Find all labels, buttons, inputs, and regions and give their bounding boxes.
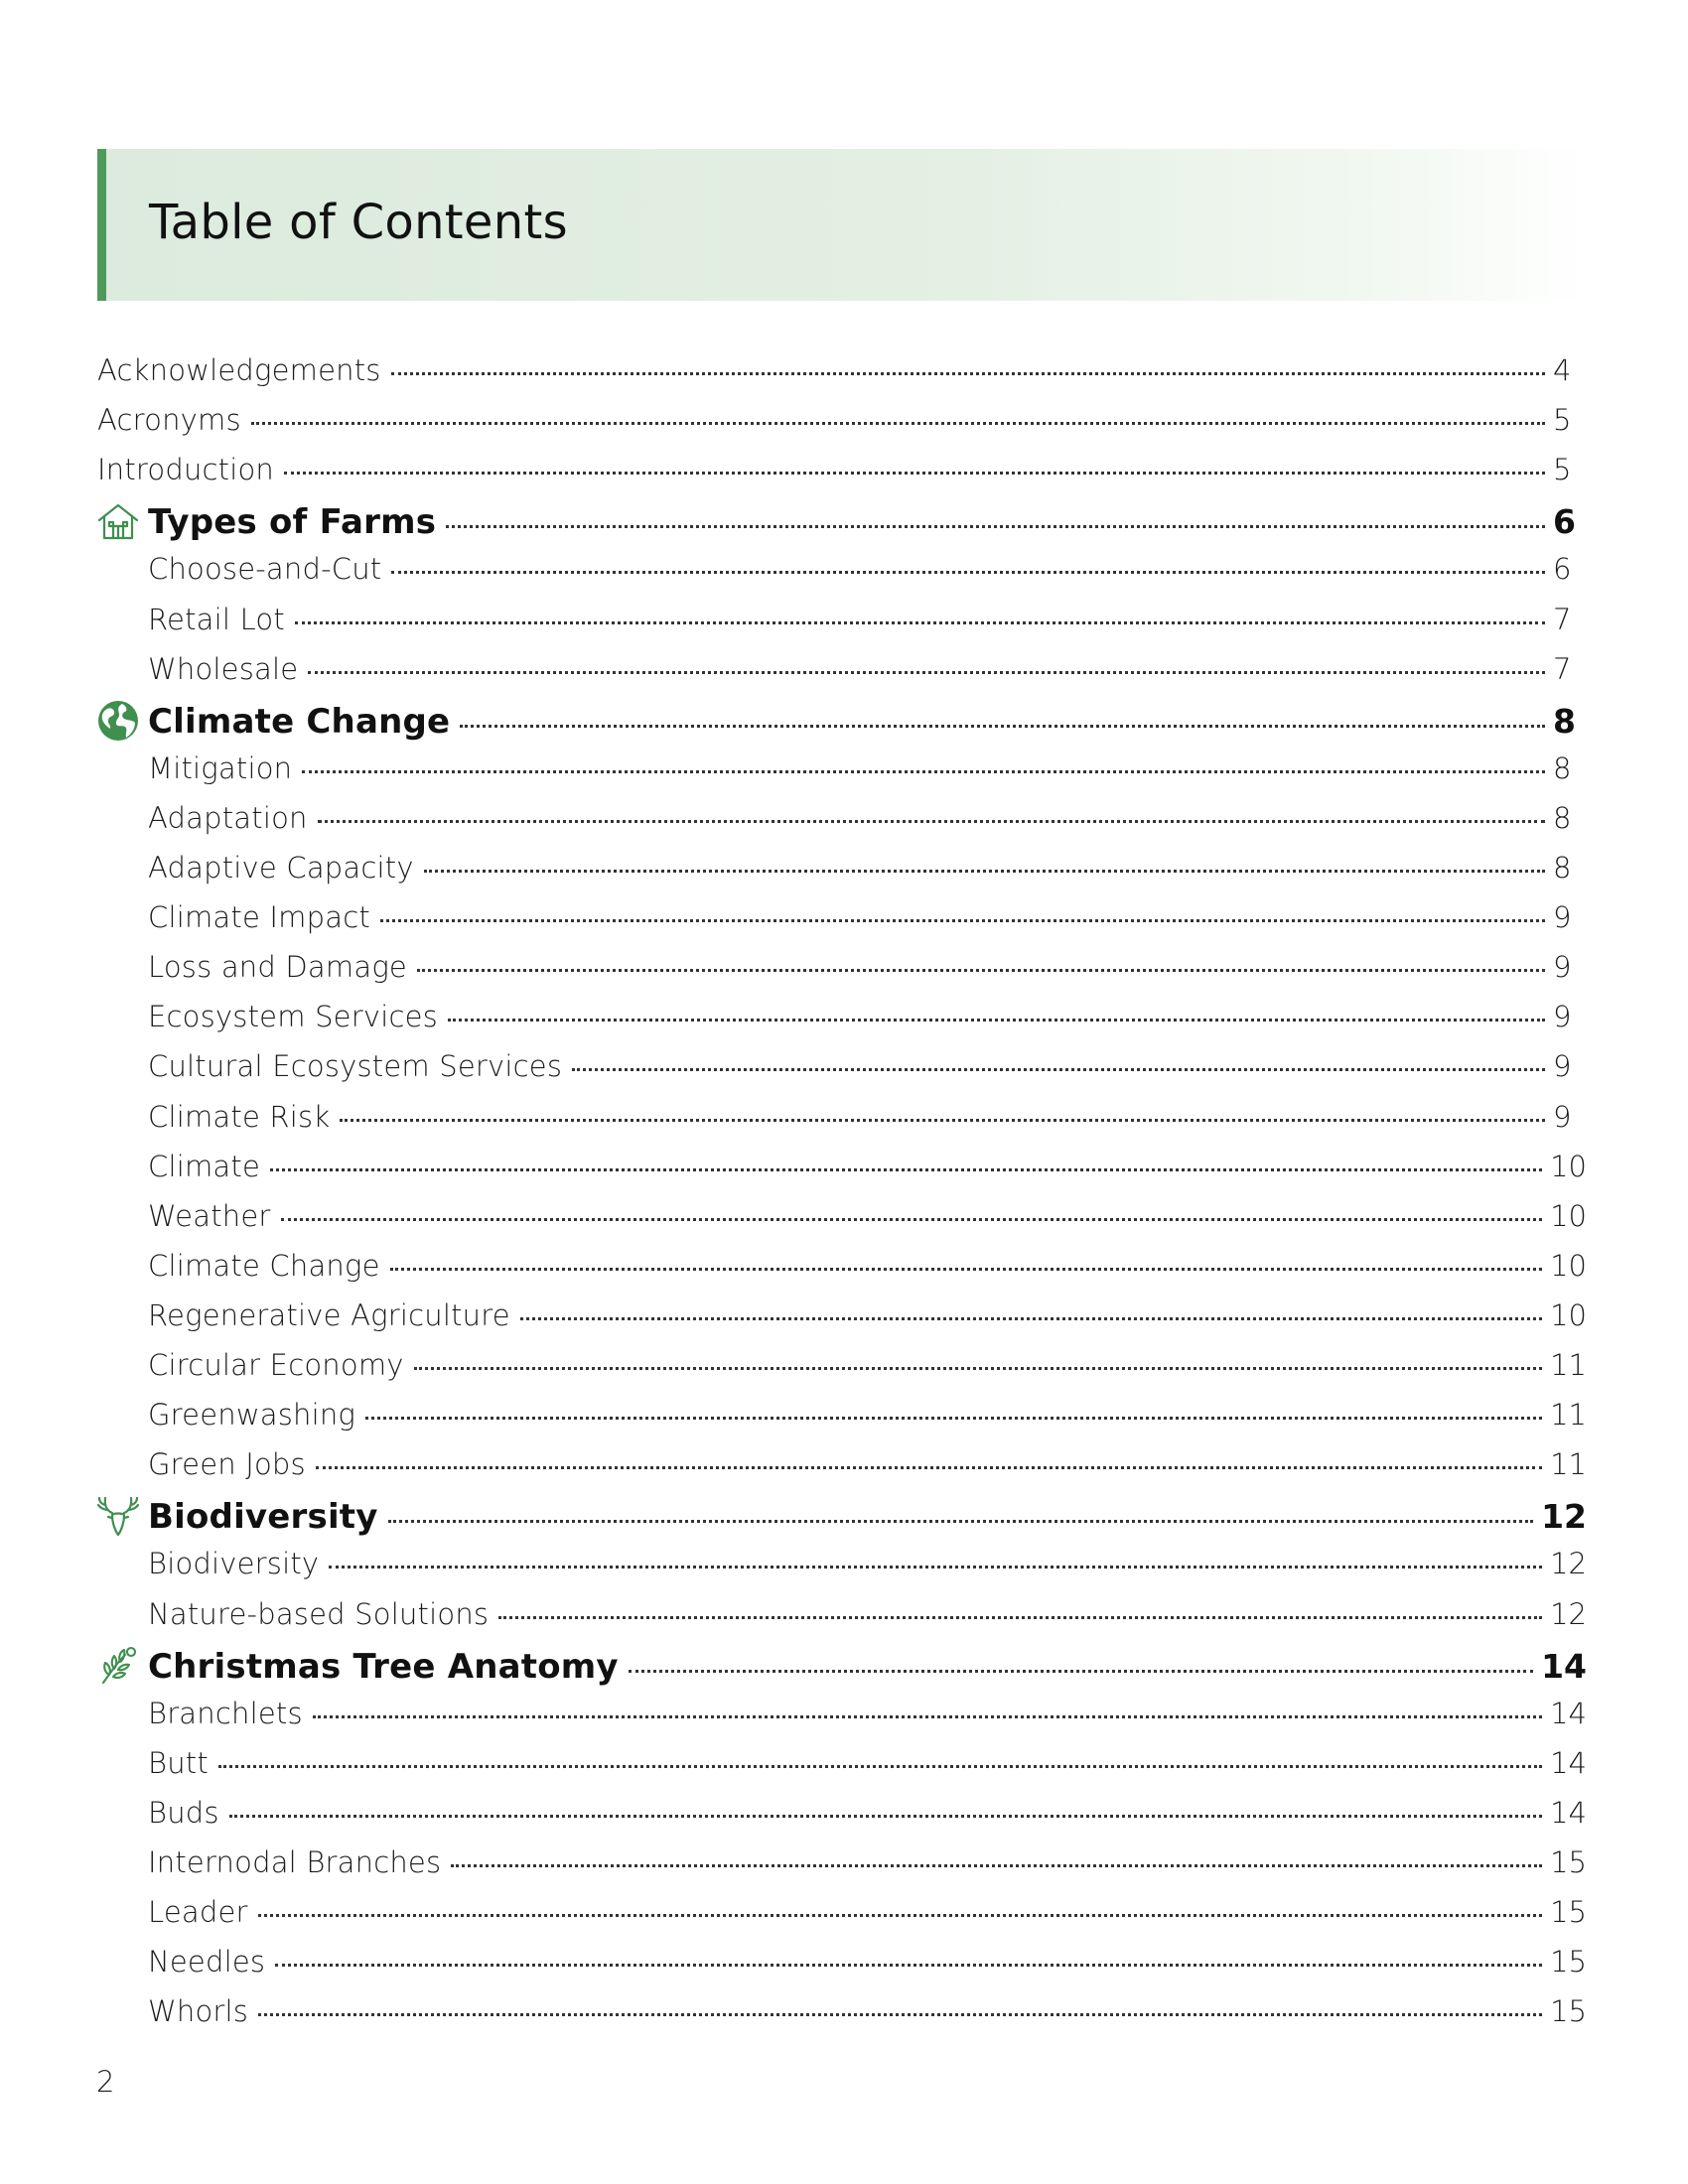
- toc-entry-page-number: 11: [1550, 1447, 1587, 1482]
- dot-leader: [629, 1670, 1533, 1673]
- dot-leader: [390, 1268, 1542, 1271]
- toc-entry[interactable]: [97, 1845, 1587, 1885]
- toc-section-entry[interactable]: [97, 702, 1587, 742]
- toc-entry[interactable]: [97, 950, 1587, 990]
- toc-entry-page-number: 6: [1553, 552, 1572, 587]
- dot-leader: [281, 1218, 1543, 1221]
- toc-entry-label: Adaptive Capacity: [148, 851, 414, 885]
- toc-entry-page-number: 14: [1541, 1646, 1587, 1686]
- toc-section-entry[interactable]: [97, 502, 1587, 542]
- toc-entry[interactable]: [97, 403, 1587, 443]
- toc-entry-label: Adaptation: [148, 800, 308, 835]
- toc-entry[interactable]: [97, 1547, 1587, 1586]
- dot-leader: [391, 571, 1545, 574]
- dot-leader: [417, 969, 1545, 972]
- dot-leader: [380, 919, 1545, 922]
- toc-entry-page-number: 12: [1550, 1596, 1587, 1631]
- dot-leader: [258, 1914, 1542, 1917]
- toc-entry[interactable]: [97, 1746, 1587, 1786]
- dot-leader: [329, 1566, 1542, 1569]
- dot-leader: [308, 671, 1545, 674]
- toc-entry-label: Greenwashing: [148, 1398, 356, 1433]
- dot-leader: [448, 1019, 1545, 1022]
- toc-entry[interactable]: [97, 1199, 1587, 1239]
- toc-entry-page-number: 7: [1553, 651, 1572, 686]
- toc-entry[interactable]: [97, 1697, 1587, 1736]
- toc-entry-label: Butt: [148, 1745, 209, 1780]
- dot-leader: [520, 1317, 1542, 1320]
- toc-section-entry[interactable]: [97, 1497, 1587, 1537]
- dot-leader: [295, 621, 1545, 624]
- toc-entry-page-number: 7: [1553, 602, 1572, 636]
- toc-entry-page-number: 8: [1553, 701, 1576, 741]
- toc-entry[interactable]: [97, 751, 1587, 791]
- toc-entry[interactable]: [97, 1895, 1587, 1935]
- toc-entry[interactable]: [97, 900, 1587, 940]
- toc-entry-page-number: 9: [1553, 1099, 1572, 1134]
- toc-entry-label: Nature-based Solutions: [148, 1596, 490, 1631]
- toc-entry-page-number: 10: [1550, 1198, 1587, 1233]
- toc-entry[interactable]: [97, 851, 1587, 890]
- toc-entry-page-number: 5: [1553, 453, 1572, 487]
- deer-antlers-icon: [95, 1493, 141, 1539]
- toc-entry[interactable]: [97, 1447, 1587, 1487]
- dot-leader: [229, 1815, 1542, 1818]
- toc-entry-label: Mitigation: [148, 751, 293, 785]
- toc-entry-page-number: 9: [1553, 1049, 1572, 1084]
- toc-entry-label: Leader: [148, 1895, 248, 1930]
- toc-entry[interactable]: [97, 1150, 1587, 1189]
- toc-entry-label: Types of Farms: [148, 502, 437, 543]
- toc-entry-page-number: 14: [1550, 1745, 1587, 1780]
- toc-entry-label: Christmas Tree Anatomy: [148, 1646, 619, 1687]
- toc-entry-label: Green Jobs: [148, 1447, 306, 1482]
- toc-entry[interactable]: [97, 1249, 1587, 1289]
- toc-entry[interactable]: [97, 1000, 1587, 1039]
- toc-entry-label: Needles: [148, 1945, 266, 1979]
- toc-entry-page-number: 11: [1550, 1398, 1587, 1433]
- toc-entry-label: Weather: [148, 1198, 271, 1233]
- dot-leader: [424, 870, 1545, 873]
- toc-entry[interactable]: [97, 1597, 1587, 1637]
- toc-entry-label: Acknowledgements: [97, 353, 381, 387]
- toc-entry-page-number: 5: [1553, 403, 1572, 438]
- toc-entry-page-number: 4: [1553, 353, 1572, 387]
- toc-entry-page-number: 8: [1553, 751, 1572, 785]
- toc-entry[interactable]: [97, 1994, 1587, 2034]
- dot-leader: [218, 1765, 1542, 1768]
- toc-entry-label: Acronyms: [97, 403, 241, 438]
- header-accent-bar: [97, 149, 106, 301]
- toc-entry-label: Climate Change: [148, 701, 451, 742]
- dot-leader: [258, 2013, 1542, 2016]
- toc-entry[interactable]: [97, 1796, 1587, 1836]
- toc-entry-page-number: 11: [1550, 1348, 1587, 1382]
- toc-entry-page-number: 9: [1553, 950, 1572, 985]
- dot-leader: [313, 1715, 1542, 1718]
- dot-leader: [414, 1367, 1542, 1370]
- toc-entry[interactable]: [97, 552, 1587, 592]
- toc-entry-label: Climate Impact: [148, 900, 370, 935]
- toc-entry-page-number: 12: [1550, 1547, 1587, 1581]
- toc-header-band: [97, 149, 1587, 301]
- toc-entry-page-number: 15: [1550, 1945, 1587, 1979]
- toc-entry-label: Climate Change: [148, 1248, 380, 1283]
- toc-entry-label: Whorls: [148, 1994, 249, 2029]
- dot-leader: [316, 1466, 1542, 1469]
- toc-entry-label: Climate Risk: [148, 1099, 331, 1134]
- toc-entry-label: Retail Lot: [148, 602, 285, 636]
- toc-entry[interactable]: [97, 453, 1587, 492]
- toc-entry[interactable]: [97, 1100, 1587, 1140]
- toc-entry[interactable]: [97, 801, 1587, 841]
- toc-entry-page-number: 9: [1553, 1000, 1572, 1034]
- dot-leader: [284, 472, 1545, 475]
- globe-icon: [95, 698, 141, 744]
- house-icon: [95, 498, 141, 544]
- toc-entry[interactable]: [97, 1049, 1587, 1089]
- dot-leader: [318, 820, 1545, 823]
- dot-leader: [275, 1964, 1542, 1967]
- toc-entry-page-number: 14: [1550, 1696, 1587, 1730]
- toc-entry-label: Circular Economy: [148, 1348, 404, 1382]
- toc-entry[interactable]: [97, 652, 1587, 692]
- toc-entry-page-number: 10: [1550, 1248, 1587, 1283]
- toc-entry-page-number: 9: [1553, 900, 1572, 935]
- pine-branch-icon: [95, 1643, 141, 1689]
- toc-section-entry[interactable]: [97, 1647, 1587, 1687]
- toc-entry-label: Biodiversity: [148, 1547, 320, 1581]
- toc-entry-page-number: 10: [1550, 1297, 1587, 1332]
- dot-leader: [498, 1616, 1542, 1619]
- dot-leader: [302, 770, 1545, 773]
- toc-entry-page-number: 10: [1550, 1149, 1587, 1183]
- toc-entry[interactable]: [97, 603, 1587, 642]
- toc-entry[interactable]: [97, 1398, 1587, 1437]
- dot-leader: [270, 1168, 1542, 1171]
- dot-leader: [388, 1520, 1533, 1523]
- dot-leader: [391, 372, 1545, 375]
- toc-entry-label: Ecosystem Services: [148, 1000, 438, 1034]
- dot-leader: [451, 1864, 1542, 1867]
- toc-entry-page-number: 14: [1550, 1795, 1587, 1830]
- toc-entry-label: Loss and Damage: [148, 950, 407, 985]
- dot-leader: [572, 1068, 1545, 1071]
- toc-entry-label: Internodal Branches: [148, 1845, 442, 1879]
- toc-entry-page-number: 6: [1553, 502, 1576, 542]
- toc-entry-page-number: 12: [1541, 1497, 1587, 1537]
- toc-entry-label: Buds: [148, 1795, 219, 1830]
- toc-entry-page-number: 15: [1550, 1845, 1587, 1879]
- dot-leader: [251, 422, 1545, 425]
- toc-entry-label: Biodiversity: [148, 1497, 378, 1538]
- toc-entry[interactable]: [97, 1945, 1587, 1984]
- toc-entry-label: Introduction: [97, 453, 275, 487]
- page-number: 2: [96, 2065, 115, 2099]
- toc-entry-label: Regenerative Agriculture: [148, 1297, 510, 1332]
- page-title: Table of Contents: [149, 195, 568, 250]
- dot-leader: [446, 525, 1545, 528]
- toc-entry[interactable]: [97, 1298, 1587, 1338]
- dot-leader: [365, 1417, 1542, 1420]
- toc-entry-label: Choose-and-Cut: [148, 552, 382, 587]
- toc-entry-page-number: 15: [1550, 1994, 1587, 2029]
- toc-entry-page-number: 15: [1550, 1895, 1587, 1930]
- toc-entry[interactable]: [97, 353, 1587, 393]
- toc-entry-label: Branchlets: [148, 1696, 303, 1730]
- toc-entry-label: Climate: [148, 1149, 260, 1183]
- toc-entry-label: Cultural Ecosystem Services: [148, 1049, 563, 1084]
- toc-entry-label: Wholesale: [148, 651, 299, 686]
- dot-leader: [340, 1119, 1545, 1122]
- dot-leader: [460, 725, 1545, 728]
- toc-entry-page-number: 8: [1553, 851, 1572, 885]
- toc-entry[interactable]: [97, 1348, 1587, 1388]
- toc-entry-page-number: 8: [1553, 800, 1572, 835]
